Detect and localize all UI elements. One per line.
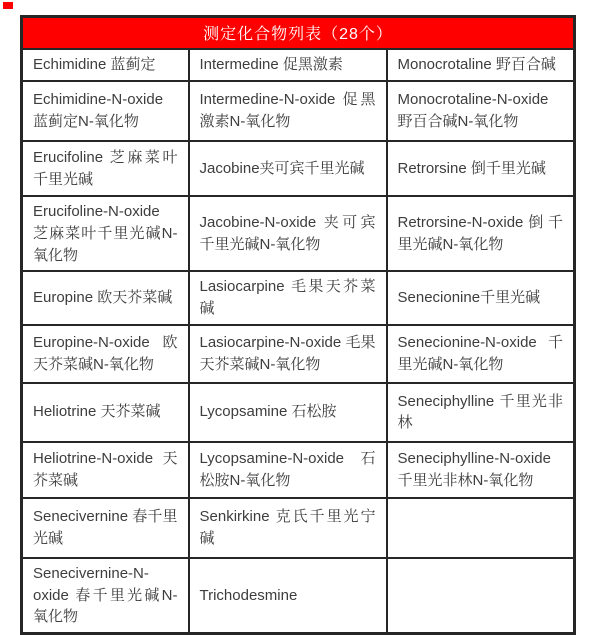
compound-cell: Jacobine夹可宾千里光碱 xyxy=(189,141,387,196)
compound-cell: Seneciphylline 千里光非林 xyxy=(387,383,575,442)
compound-cell: Retrorsine 倒千里光碱 xyxy=(387,141,575,196)
compound-cell: Lycopsamine-N-oxide 石松胺N-氧化物 xyxy=(189,442,387,498)
compound-cell: Echimidine 蓝蓟定 xyxy=(22,49,189,81)
compound-cell: Lasiocarpine 毛果天芥菜碱 xyxy=(189,271,387,325)
compound-cell: Seneciphylline-N-oxide 千里光非林N-氧化物 xyxy=(387,442,575,498)
table-row xyxy=(22,196,575,271)
compound-cell xyxy=(387,498,575,558)
compound-cell: Heliotrine-N-oxide 天芥菜碱 xyxy=(22,442,189,498)
compound-cell: Jacobine-N-oxide 夹可宾千里光碱N-氧化物 xyxy=(189,196,387,271)
compound-cell: Retrorsine-N-oxide倒千里光碱N-氧化物 xyxy=(387,196,575,271)
compound-cell: Monocrotaline-N-oxide 野百合碱N-氧化物 xyxy=(387,81,575,141)
table-row xyxy=(22,141,575,196)
compound-cell: Lycopsamine 石松胺 xyxy=(189,383,387,442)
table-row xyxy=(22,558,575,634)
table-row xyxy=(22,325,575,383)
compound-cell: Senecivernine 春千里光碱 xyxy=(22,498,189,558)
table-header-row xyxy=(22,17,575,50)
table-row xyxy=(22,442,575,498)
table-row xyxy=(22,498,575,558)
compound-cell: Intermedine 促黑激素 xyxy=(189,49,387,81)
compound-cell: Trichodesmine xyxy=(189,558,387,634)
compound-cell: Intermedine-N-oxide 促黑激素N-氧化物 xyxy=(189,81,387,141)
compound-cell: Heliotrine 天芥菜碱 xyxy=(22,383,189,442)
compound-cell: Europine-N-oxide 欧天芥菜碱N-氧化物 xyxy=(22,325,189,383)
compound-cell: Europine 欧天芥菜碱 xyxy=(22,271,189,325)
compound-cell: Erucifoline 芝麻菜叶千里光碱 xyxy=(22,141,189,196)
compound-cell: Erucifoline-N-oxide 芝麻菜叶千里光碱N-氧化物 xyxy=(22,196,189,271)
compound-cell: Monocrotaline 野百合碱 xyxy=(387,49,575,81)
table-row xyxy=(22,271,575,325)
compound-cell: Senecionine千里光碱 xyxy=(387,271,575,325)
compound-cell: Senecivernine-N-oxide 春千里光碱N-氧化物 xyxy=(22,558,189,634)
compound-cell: Senkirkine 克氏千里光宁碱 xyxy=(189,498,387,558)
compound-cell: Lasiocarpine-N-oxide 毛果天芥菜碱N-氧化物 xyxy=(189,325,387,383)
table-row xyxy=(22,383,575,442)
compound-table xyxy=(20,15,576,635)
compound-cell: Senecionine-N-oxide千里光碱N-氧化物 xyxy=(387,325,575,383)
table-title: 测定化合物列表（28个） xyxy=(22,17,575,50)
corner-marker xyxy=(3,2,13,9)
compound-cell xyxy=(387,558,575,634)
table-row xyxy=(22,81,575,141)
table-row xyxy=(22,49,575,81)
compound-cell: Echimidine-N-oxide 蓝蓟定N-氧化物 xyxy=(22,81,189,141)
